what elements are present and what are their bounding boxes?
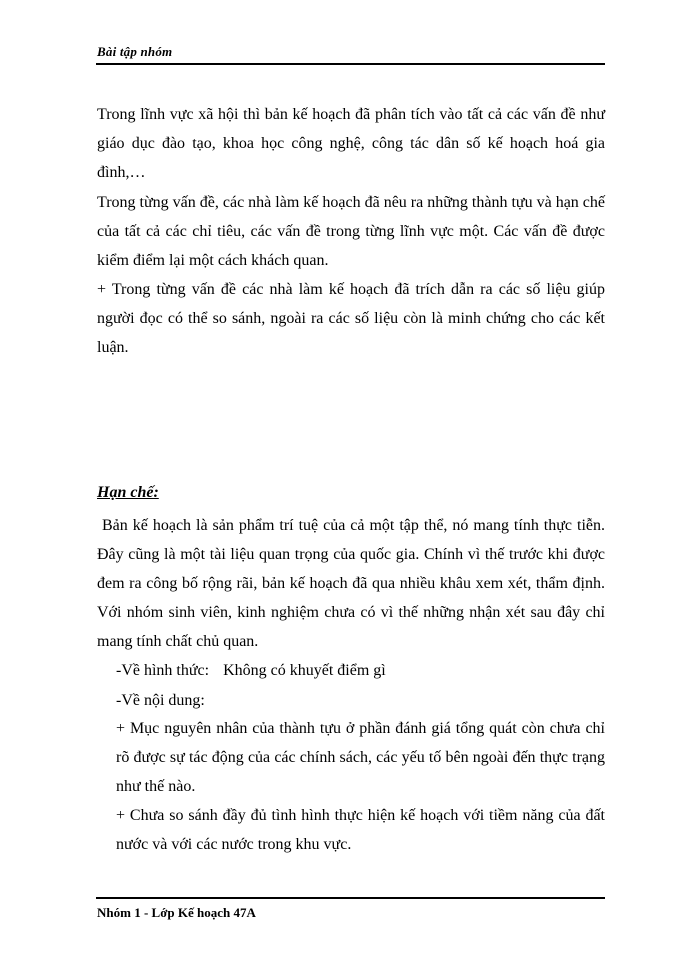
- footer-rule: [96, 897, 605, 899]
- bullet-point-comparison: + Chưa so sánh đầy đủ tình hình thực hiện kế hoạch với tiềm năng của đất nước và với các nước trong khu vực.: [116, 807, 605, 853]
- bullet-point-causes: + Mục nguyên nhân của thành tựu ở phần đánh giá tổng quát còn chưa chỉ rõ được sự tác động của các chính sách, các yếu tố bên ngoài đến thực trạng như thế nào.: [116, 720, 605, 795]
- section-heading-limitations: Hạn chế:: [97, 484, 159, 501]
- paragraph-limitations-intro: Bản kế hoạch là sản phẩm trí tuệ của cả một tập thể, nó mang tính thực tiễn. Đây cũng là một tài liệu quan trọng của quốc gia. Chính vì thế trước khi được đem ra công bố rộng rãi, bản kế hoạch đã qua nhiều khâu xem xét, thẩm định. Với nhóm sinh viên, kinh nghiệm chưa có vì thế những nhận xét sau đây chỉ mang tính chất chủ quan.: [97, 517, 605, 650]
- page-header: Bài tập nhóm: [97, 44, 173, 59]
- paragraph-social-field: Trong lĩnh vực xã hội thì bản kế hoạch đã phân tích vào tất cả các vấn đề như giáo dục đào tạo, khoa học công nghệ, công tác dân số kế hoạch hoá gia đình,…: [97, 106, 605, 181]
- form-line: [116, 656, 386, 685]
- header-rule: [96, 63, 605, 65]
- form-label: -Về hình thức:: [116, 662, 210, 679]
- content-label: -Về nội dung:: [116, 692, 205, 709]
- form-value: Không có khuyết điểm gì: [223, 662, 386, 679]
- paragraph-data-cited: + Trong từng vấn đề các nhà làm kế hoạch đã trích dẫn ra các số liệu giúp người đọc có thể so sánh, ngoài ra các số liệu còn là minh chứng cho các kết luận.: [97, 281, 605, 356]
- paragraph-each-issue: Trong từng vấn đề, các nhà làm kế hoạch đã nêu ra những thành tựu và hạn chế của tất cả các chỉ tiêu, các vấn đề trong từng lĩnh vực một. Các vấn đề được kiểm điểm lại một cách khách quan.: [97, 194, 605, 269]
- page-footer: Nhóm 1 - Lớp Kế hoạch 47A: [97, 905, 256, 920]
